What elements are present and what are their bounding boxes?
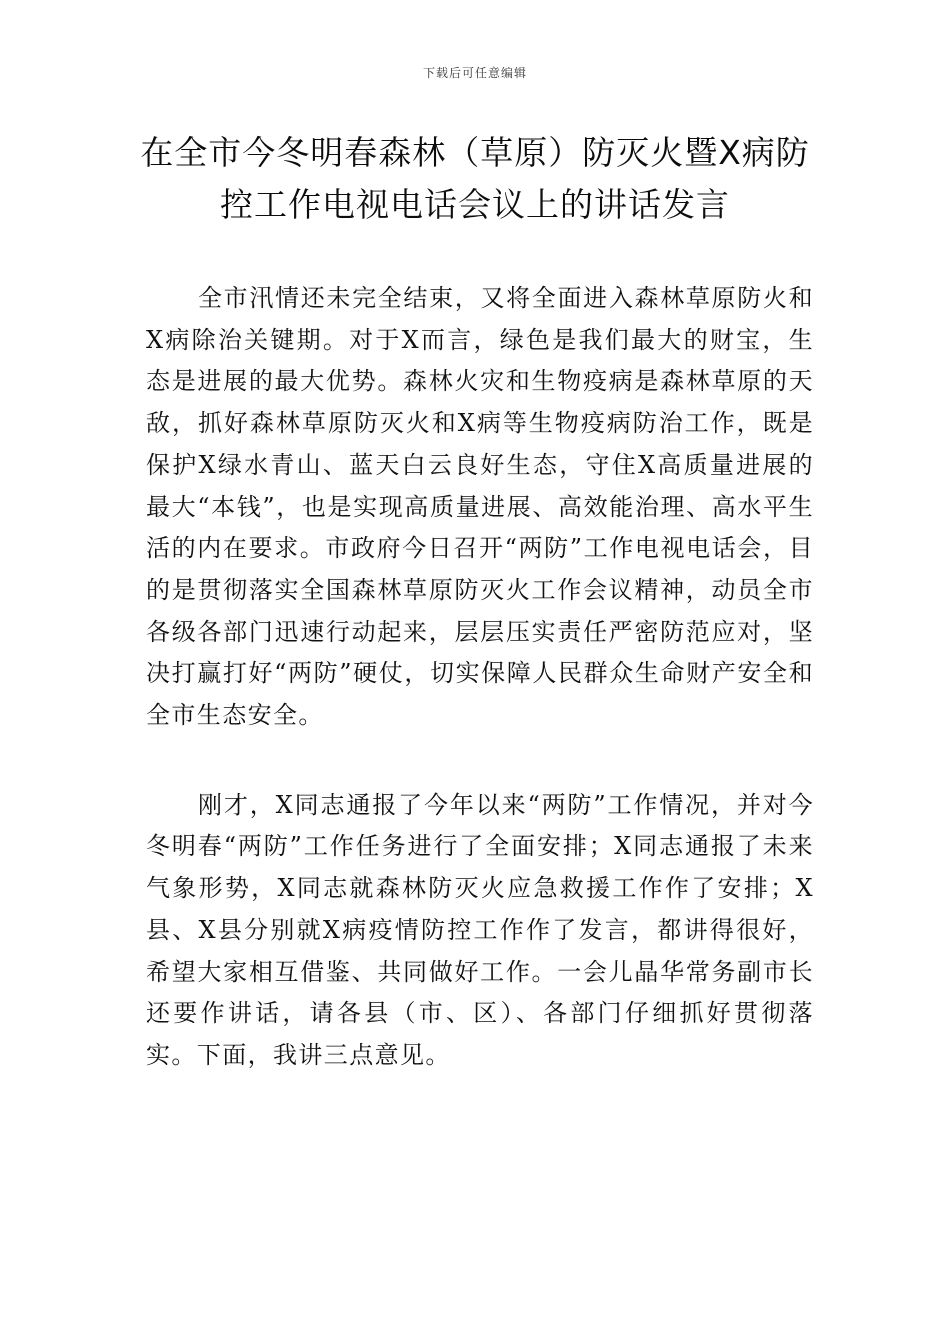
- header-note: 下载后可任意编辑: [422, 66, 527, 80]
- document-body: [146, 278, 814, 1125]
- body-paragraph-1: 全市汛情还未完全结束，又将全面进入森林草原防火和X病除治关键期。对于X而言，绿色是我们最大的财宝，生态是进展的最大优势。森林火灾和生物疫病是森林草原的天敌，抓好森林草原防灭火和X病等生物疫病防治工作，既是保护X绿水青山、蓝天白云良好生态，守住X高质量进展的最大“本钱”，也是实现高质量进展、高效能治理、高水平生活的内在要求。市政府今日召开“两防”工作电视电话会，目的是贯彻落实全国森林草原防灭火工作会议精神，动员全市各级各部门迅速行动起来，层层压实责任严密防范应对，坚决打赢打好“两防”硬仗，切实保障人民群众生命财产安全和全市生态安全。: [146, 284, 814, 730]
- body-paragraph-2: 刚才，X同志通报了今年以来“两防”工作情况，并对今冬明春“两防”工作任务进行了全面安排；X同志通报了未来气象形势，X同志就森林防灭火应急救援工作作了安排；X县、X县分别就X病疫情防控工作作了发言，都讲得很好，希望大家相互借鉴、共同做好工作。一会儿晶华常务副市长还要作讲话，请各县（市、区）、各部门仔细抓好贯彻落实。下面，我讲三点意见。: [146, 790, 814, 1069]
- document-title: 在全市今冬明春森林（草原）防灭火暨X病防控工作电视电话会议上的讲话发言: [140, 133, 810, 224]
